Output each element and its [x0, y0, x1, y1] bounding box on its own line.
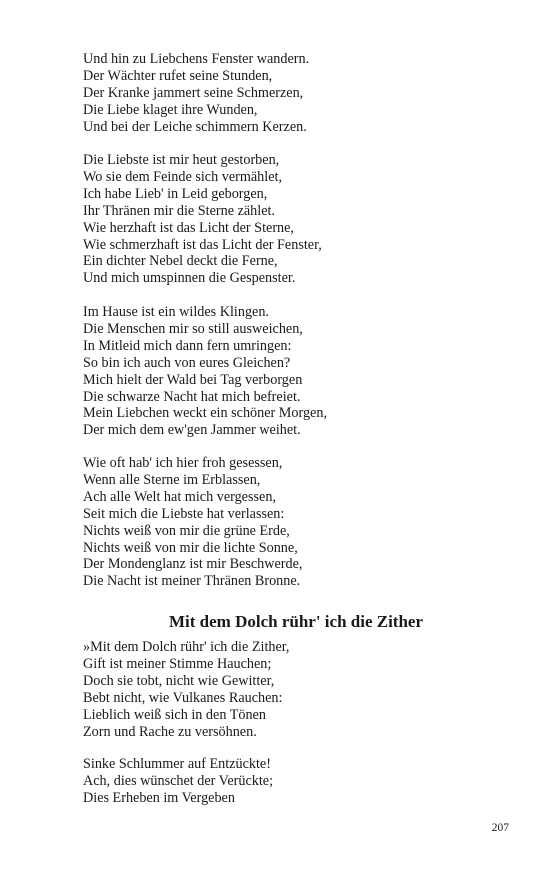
verse-line: Und hin zu Liebchens Fenster wandern. [83, 51, 310, 67]
verse-line: Die Nacht ist meiner Thränen Bronne. [83, 573, 301, 590]
verse-line: So bin ich auch von eures Gleichen? [83, 354, 291, 371]
poem2-stanza-1 [83, 639, 289, 740]
verse-line: Mein Liebchen weckt ein schöner Morgen, [83, 405, 327, 422]
verse-line: Wie schmerzhaft ist das Licht der Fenster, [83, 236, 322, 253]
verse-line: Wie herzhaft ist das Licht der Sterne, [83, 219, 294, 236]
verse-line: Doch sie tobt, nicht wie Gewitter, [83, 672, 275, 689]
verse-line: Mich hielt der Wald bei Tag verborgen [83, 371, 303, 388]
verse-line: Der Kranke jammert seine Schmerzen, [83, 84, 304, 101]
verse-line: Wo sie dem Feinde sich vermählet, [83, 168, 283, 185]
verse-line: Bebt nicht, wie Vulkanes Rauchen: [83, 689, 283, 706]
verse-line: Ich habe Lieb' in Leid geborgen, [83, 185, 268, 202]
page-number: 207 [491, 822, 509, 834]
verse-line: Wie oft hab' ich hier froh gesessen, [83, 455, 283, 471]
verse-line: Die Menschen mir so still ausweichen, [83, 320, 303, 337]
stanza-2 [83, 152, 322, 287]
verse-line: Die Liebe klaget ihre Wunden, [83, 101, 258, 118]
verse-line: Nichts weiß von mir die lichte Sonne, [83, 539, 298, 556]
verse-line: Ach, dies wünschet der Verückte; [83, 772, 274, 789]
verse-line: Ihr Thränen mir die Sterne zählet. [83, 202, 275, 219]
verse-line: Wenn alle Sterne im Erblassen, [83, 471, 261, 488]
verse-line: Dies Erheben im Vergeben [83, 789, 235, 806]
verse-line: Sinke Schlummer auf Entzückte! [83, 756, 271, 772]
verse-line: Ach alle Welt hat mich vergessen, [83, 488, 276, 505]
verse-line: Gift ist meiner Stimme Hauchen; [83, 655, 272, 672]
verse-line: Und mich umspinnen die Gespenster. [83, 270, 296, 287]
stanza-4 [83, 455, 302, 590]
verse-line: »Mit dem Dolch rühr' ich die Zither, [83, 639, 290, 655]
verse-line: Die schwarze Nacht hat mich befreiet. [83, 388, 301, 405]
verse-line: Die Liebste ist mir heut gestorben, [83, 152, 280, 168]
stanza-3 [83, 304, 327, 439]
poem2-stanza-2 [83, 756, 273, 807]
verse-line: Lieblich weiß sich in den Tönen [83, 706, 266, 723]
verse-line: Der Mondenglanz ist mir Beschwerde, [83, 556, 303, 573]
verse-line: Der Wächter rufet seine Stunden, [83, 67, 273, 84]
stanza-1 [83, 51, 309, 136]
poem-title: Mit dem Dolch rühr' ich die Zither [168, 612, 424, 631]
verse-line: Seit mich die Liebste hat verlassen: [83, 505, 285, 522]
verse-line: Im Hause ist ein wildes Klingen. [83, 304, 269, 320]
verse-line: Ein dichter Nebel deckt die Ferne, [83, 253, 278, 270]
verse-line: Zorn und Rache zu versöhnen. [83, 723, 257, 740]
verse-line: In Mitleid mich dann fern umringen: [83, 337, 292, 354]
verse-line: Nichts weiß von mir die grüne Erde, [83, 522, 290, 539]
verse-line: Und bei der Leiche schimmern Kerzen. [83, 118, 307, 135]
verse-line: Der mich dem ew'gen Jammer weihet. [83, 422, 301, 439]
